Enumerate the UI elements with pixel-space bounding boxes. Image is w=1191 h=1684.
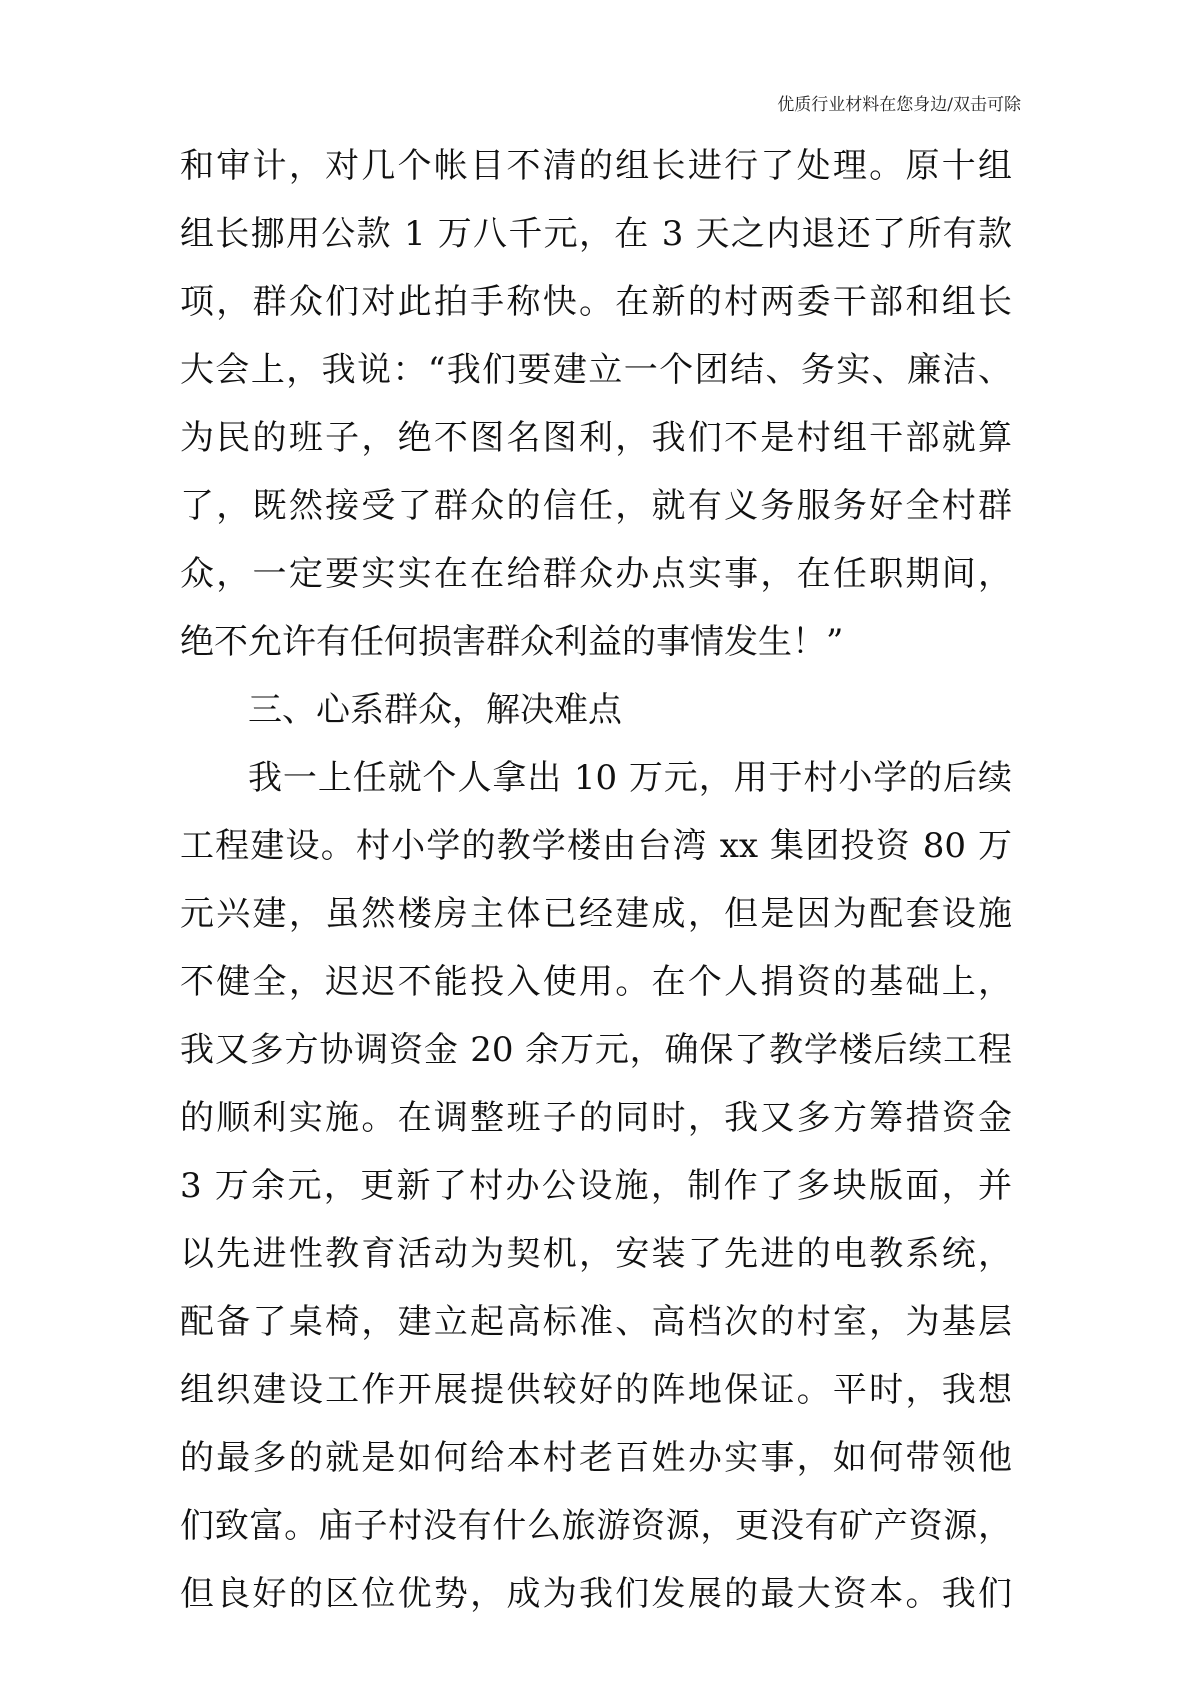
text-line: 配备了桌椅，建立起高标准、高档次的村室，为基层 [180,1302,1012,1342]
text-line: 我又多方协调资金 20 余万元，确保了教学楼后续工程 [180,1030,1012,1070]
text-line: 但良好的区位优势，成为我们发展的最大资本。我们 [180,1574,1012,1614]
document-body [180,132,1012,1628]
text-line: 工程建设。村小学的教学楼由台湾 xx 集团投资 80 万 [180,826,1012,866]
text-line: 绝不允许有任何损害群众利益的事情发生！” [180,622,844,662]
header-note: 优质行业材料在您身边/双击可除 [777,95,1021,115]
text-line: 组织建设工作开展提供较好的阵地保证。平时，我想 [180,1370,1012,1410]
text-line: 和审计，对几个帐目不清的组长进行了处理。原十组 [180,146,1012,186]
text-line: 的顺利实施。在调整班子的同时，我又多方筹措资金 [180,1098,1012,1138]
text-line: 为民的班子，绝不图名图利，我们不是村组干部就算 [180,418,1012,458]
text-line: 元兴建，虽然楼房主体已经建成，但是因为配套设施 [180,894,1012,934]
text-line: 了，既然接受了群众的信任，就有义务服务好全村群 [180,486,1012,526]
text-line: 大会上，我说：“我们要建立一个团结、务实、廉洁、 [180,350,1012,390]
text-line: 们致富。庙子村没有什么旅游资源，更没有矿产资源， [180,1506,1012,1546]
text-line: 不健全，迟迟不能投入使用。在个人捐资的基础上， [180,962,1012,1002]
text-line: 3 万余元，更新了村办公设施，制作了多块版面，并 [180,1166,1012,1206]
text-line: 组长挪用公款 1 万八千元，在 3 天之内退还了所有款 [180,214,1012,254]
text-line: 以先进性教育活动为契机，安装了先进的电教系统， [180,1234,1012,1274]
text-line: 我一上任就个人拿出 10 万元，用于村小学的后续 [248,758,1012,798]
text-line: 项，群众们对此拍手称快。在新的村两委干部和组长 [180,282,1012,322]
section-heading: 三、心系群众，解决难点 [248,690,622,730]
text-line: 的最多的就是如何给本村老百姓办实事，如何带领他 [180,1438,1012,1478]
text-line: 众，一定要实实在在给群众办点实事，在任职期间， [180,554,1012,594]
